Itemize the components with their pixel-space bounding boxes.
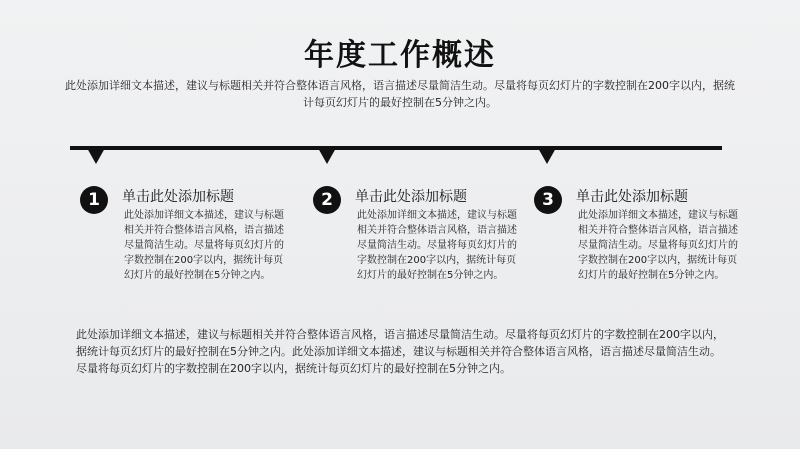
section-title: 单击此处添加标题 bbox=[122, 189, 234, 205]
section-number-badge: 3 bbox=[534, 186, 562, 214]
section-body: 此处添加详细文本描述，建议与标题相关并符合整体语言风格，语言描述尽量简洁生动。尽量将每页幻灯片的字数控制在200字以内，据统计每页幻灯片的最好控制在5分钟之内。 bbox=[578, 210, 738, 281]
timeline-marker-1 bbox=[87, 148, 105, 164]
section-body: 此处添加详细文本描述，建议与标题相关并符合整体语言风格，语言描述尽量简洁生动。尽量将每页幻灯片的字数控制在200字以内，据统计每页幻灯片的最好控制在5分钟之内。 bbox=[124, 210, 284, 281]
section-number-badge: 1 bbox=[80, 186, 108, 214]
timeline-marker-3 bbox=[538, 148, 556, 164]
section-body: 此处添加详细文本描述，建议与标题相关并符合整体语言风格，语言描述尽量简洁生动。尽量将每页幻灯片的字数控制在200字以内，据统计每页幻灯片的最好控制在5分钟之内。 bbox=[357, 210, 517, 281]
section-title: 单击此处添加标题 bbox=[576, 189, 688, 205]
section-title: 单击此处添加标题 bbox=[355, 189, 467, 205]
intro-text: 此处添加详细文本描述，建议与标题相关并符合整体语言风格，语言描述尽量简洁生动。尽量将每页幻灯片的字数控制在200字以内，据统计每页幻灯片的最好控制在5分钟之内。 bbox=[65, 79, 735, 109]
section-number-badge: 2 bbox=[313, 186, 341, 214]
timeline-marker-2 bbox=[318, 148, 336, 164]
footer-text: 此处添加详细文本描述，建议与标题相关并符合整体语言风格，语言描述尽量简洁生动。尽量将每页幻灯片的字数控制在200字以内，据统计每页幻灯片的最好控制在5分钟之内。此处添加详细文本描述，建议与标题相关并符合整体语言风格，语言描述尽量简洁生动。尽量将每页幻灯片的字数控制在200字以内，据统计每页幻灯片的最好控制在5分钟之内。 bbox=[76, 328, 724, 375]
slide-title: 年度工作概述 bbox=[304, 38, 496, 73]
timeline-bar bbox=[70, 146, 722, 150]
